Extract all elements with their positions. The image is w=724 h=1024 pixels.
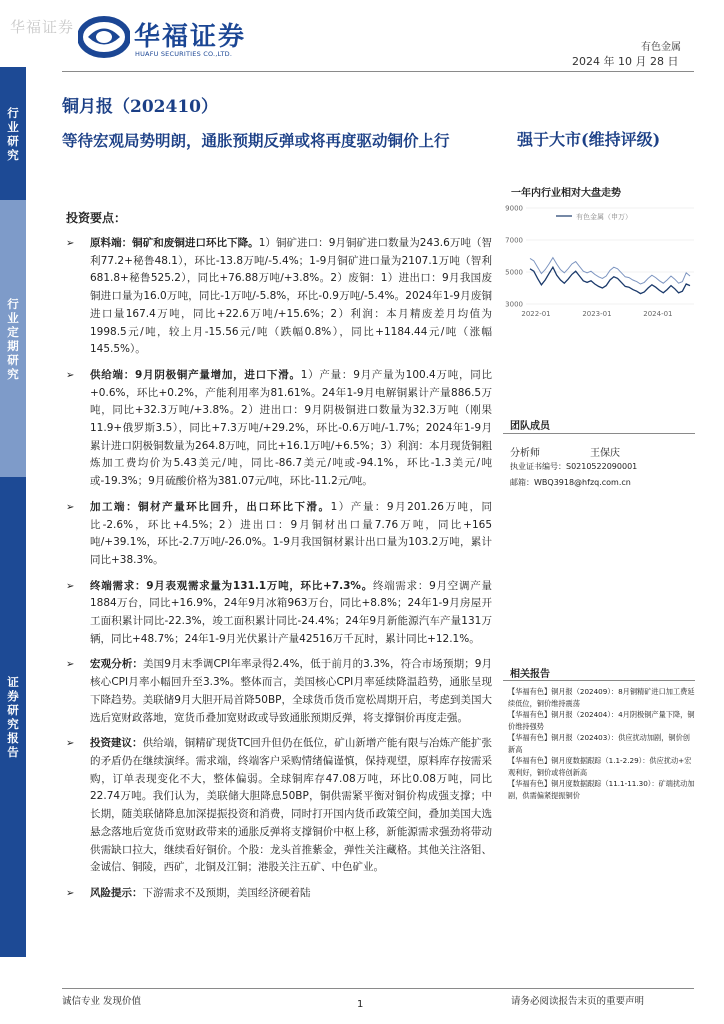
team-divider xyxy=(503,433,695,434)
chart-grid xyxy=(526,208,694,304)
investment-highlights-heading: 投资要点： xyxy=(66,211,127,225)
related-report-link[interactable]: 【华福有色】铜月度数据跟踪（1.1-2.29）：供应扰动+宏观利好，铜价或将创新高 xyxy=(508,756,692,777)
report-date: 2024 年 10 月 28 日 xyxy=(572,55,679,68)
y-tick-label: 3000 xyxy=(505,300,523,309)
arrow-bullet-icon: ➢ xyxy=(66,580,75,592)
section-text xyxy=(90,367,492,491)
sidebar-segment-industry-research xyxy=(0,67,26,200)
chart-series xyxy=(530,258,690,294)
section-investment-advice xyxy=(66,735,492,877)
sidebar-char: 业 xyxy=(7,310,19,325)
brand-logo xyxy=(78,14,268,64)
section-lead: 终端需求：9月表观需求量为131.1万吨，环比+7.3%。 xyxy=(90,579,373,592)
x-tick-label: 2022-01 xyxy=(521,310,551,318)
sidebar-char: 期 xyxy=(7,338,19,353)
sidebar-char: 报 xyxy=(7,731,19,745)
sidebar-char: 研 xyxy=(7,133,19,148)
y-tick-label: 5000 xyxy=(505,268,523,277)
section-macro xyxy=(66,656,492,727)
section-demand xyxy=(66,578,492,649)
section-lead: 宏观分析： xyxy=(90,658,144,671)
sidebar-char: 研 xyxy=(7,703,19,717)
sidebar-char: 券 xyxy=(7,689,19,703)
arrow-bullet-icon: ➢ xyxy=(66,501,75,513)
header-divider xyxy=(62,71,694,72)
rating-label: 强于大市(维持评级) xyxy=(517,130,661,149)
sidebar-char: 行 xyxy=(7,296,19,311)
analyst-name: 王保庆 xyxy=(590,448,620,459)
arrow-bullet-icon: ➢ xyxy=(66,659,75,671)
y-axis-ticks xyxy=(505,205,523,309)
section-body: 下游需求不及预期，美国经济硬着陆 xyxy=(142,886,311,899)
report-headline: 等待宏观局势明朗，通胀预期反弹或将再度驱动铜价上行 xyxy=(62,131,450,150)
x-axis-ticks xyxy=(521,310,672,318)
section-text xyxy=(90,735,492,877)
related-report-link[interactable]: 【华福有色】铜月报（202403）：供应扰动加剧，铜价创新高 xyxy=(508,733,690,754)
section-lead: 风险提示： xyxy=(90,886,143,899)
section-text xyxy=(90,578,492,649)
relative-performance-chart xyxy=(500,200,702,326)
analyst-email: 邮箱：WBQ3918@hfzq.com.cn xyxy=(510,478,631,487)
watermark: 华福证券 xyxy=(10,18,75,36)
analyst-license: 执业证书编号：S0210522090001 xyxy=(510,462,638,471)
section-body: 1）铜矿进口：9月铜矿进口数量为243.6万吨（智利77.2+秘鲁48.1），环比-13.8万吨/-5.4%；1-9月铜矿进口量为2107.1万吨（智利681.8+秘鲁525.2），同比+76.88万吨/+3.8%。2）废铜：1）进出口：9月我国废铜进口量为16.0万吨，同比-1万吨/-5.8%，环比-0.9万吨/-5.4%。2024年1-9月废铜进口量167.4万吨，同比+22.6万吨/+15.6%；2）利润：本月精废差月均值为1998.5元/吨，较上月-15.56元/吨（跌幅0.8%），同比+1184.44元/吨（涨幅145.5%）。 xyxy=(90,237,492,356)
sidebar-char: 定 xyxy=(7,324,19,339)
section-body: 供给端，铜精矿现货TC回升但仍在低位，矿山新增产能有限与冶炼产能扩张的矛盾仍在继续演绎。需求端，终端客户采购情绪偏谨慎，保持观望，原料库存按需采购，订单表现变化不大，整体偏弱。全球铜库存47.08万吨，环比0.08万吨，同比22.74万吨。我们认为，美联储大胆降息50BP，铜供需紧平衡对铜价构成强支撑；中长期，随美联储降息加深提振投资和消费，同时打开国内货币政策空间，叠加美国大选悬念落地后宽货币宽财政带来的通胀反弹将支撑铜价中枢上移，新能源需求强劲将带动供需缺口拉大，继续看好铜价。个股：龙头首推紫金，弹性关注藏格。其他关注洛钼、金诚信、铜陵，西矿，北铜及江铜；港股关注五矿、中色矿业。 xyxy=(90,737,493,874)
sidebar-char: 业 xyxy=(7,119,19,134)
legend-label: 有色金属（申万） xyxy=(576,213,632,221)
sidebar-char: 研 xyxy=(7,352,19,367)
industry-tag: 有色金属 xyxy=(641,42,681,53)
sidebar-char: 究 xyxy=(7,147,19,162)
chart-title: 一年内行业相对大盘走势 xyxy=(511,188,621,199)
section-body: 1）产量：9月201.26万吨，同比-2.6%，环比+4.5%；2）进出口：9月铜材出口量7.76万吨，同比+165吨/+39.1%，环比-2.7万吨/-26.0%。1-9月我国铜材累计出口量为103.2万吨，累计同比+38.3%。 xyxy=(90,500,492,566)
arrow-bullet-icon: ➢ xyxy=(66,238,75,249)
section-text xyxy=(90,656,492,727)
related-report-link[interactable]: 【华福有色】铜月报（202404）：4月阴极铜产量下降，铜价维持强势 xyxy=(508,710,695,731)
brand-name-en: HUAFU SECURITIES CO.,LTD. xyxy=(135,50,233,58)
arrow-bullet-icon: ➢ xyxy=(66,738,75,750)
sidebar-char: 告 xyxy=(7,745,19,759)
related-report-link[interactable]: 【华福有色】铜月度数据跟踪（11.1-11.30）：矿端扰动加剧，供需偏紧提振铜价 xyxy=(508,779,695,800)
page-number: 1 xyxy=(357,999,364,1010)
report-title: 铜月报（202410） xyxy=(62,97,218,117)
related-report-link[interactable]: 【华福有色】铜月报（202409）：8月铜精矿进口加工费延续低位，铜价维持震荡 xyxy=(508,687,695,708)
investment-highlights-body xyxy=(66,235,492,911)
y-tick-label: 9000 xyxy=(505,204,523,213)
sidebar-segment-periodic-research xyxy=(0,200,26,477)
logo-swoosh-icon xyxy=(78,16,130,58)
footer-slogan: 诚信专业 发现价值 xyxy=(62,996,142,1007)
related-reports-title: 相关报告 xyxy=(510,669,550,680)
sidebar-char: 证 xyxy=(7,675,19,689)
brand-name-cn: 华福证券 xyxy=(134,22,247,52)
arrow-bullet-icon: ➢ xyxy=(66,369,75,381)
chart-legend xyxy=(556,212,632,221)
sidebar-char: 究 xyxy=(7,717,19,731)
related-divider xyxy=(503,680,695,681)
section-lead: 供给端：9月阴极铜产量增加，进口下滑。 xyxy=(90,368,301,381)
section-lead: 原料端：铜矿和废铜进口环比下降。 xyxy=(90,237,259,249)
x-tick-label: 2023-01 xyxy=(582,310,612,318)
section-raw-materials xyxy=(66,235,492,359)
section-lead: 投资建议： xyxy=(90,737,143,750)
section-lead: 加工端：铜材产量环比回升，出口环比下滑。 xyxy=(90,500,331,513)
section-text xyxy=(90,235,492,359)
section-text xyxy=(90,885,492,903)
team-title: 团队成员 xyxy=(510,421,550,432)
section-supply xyxy=(66,367,492,491)
y-tick-label: 7000 xyxy=(505,236,523,245)
x-tick-label: 2024-01 xyxy=(643,310,673,318)
footer-divider xyxy=(62,988,694,989)
sidebar-char: 究 xyxy=(7,366,19,381)
section-processing xyxy=(66,499,492,570)
related-reports-list xyxy=(508,686,696,801)
sidebar-char: 行 xyxy=(7,105,19,120)
arrow-bullet-icon: ➢ xyxy=(66,887,75,899)
section-risk xyxy=(66,885,492,903)
analyst-role: 分析师 xyxy=(510,448,540,459)
section-body: 终端需求：9月空调产量1884万台，同比+16.9%，24年9月冰箱963万台，同比+8.8%；24年1-9月房屋开工面积累计同比-22.3%，竣工面积累计同比-24.4%；24年9月新能源汽车产量131万辆，同比+48.7%；24年1-9月光伏累计产量42516万千瓦时，累计同比+12.1%。 xyxy=(90,579,492,645)
section-body: 美国9月末季调CPI年率录得2.4%，低于前月的3.3%，符合市场预期；9月核心CPI月率小幅回升至3.3%。整体而言，美国核心CPI月率延续降温趋势，通胀呈现下降趋势。美联储9月大胆开局首降50BP，全球货币货币宽松周期开启，考虑到美国大选后宽财政落地，宽货币叠加宽财政或导致通胀预期反弹，将支撑铜价再度走强。 xyxy=(90,658,493,724)
sidebar-segment-securities-report xyxy=(0,477,26,957)
section-body: 1）产量：9月产量为100.4万吨，同比+0.6%，环比+0.2%，产能利用率为81.61%。24年1-9月电解铜累计产量886.5万吨，同比+32.3万吨/+3.8%。2）进出口：9月阴极铜进口数量为32.3万吨（刚果11.9+俄罗斯3.5），同比+7.3万吨/+29.2%，环比-0.6万吨/-1.7%；2024年1-9月累计进口阴极铜数量为264.8万吨，同比+16.1万吨/+6.5%；3）利润：本月现货铜粗炼加工费均价为5.43美元/吨，同比-86.7美元/吨或-94.1%，环比-1.3美元/吨或-19.3%；9月硫酸价格为381.07元/吨，环比-11.2元/吨。 xyxy=(90,368,493,488)
section-text xyxy=(90,499,492,570)
footer-disclaimer: 请务必阅读报告末页的重要声明 xyxy=(511,996,645,1007)
